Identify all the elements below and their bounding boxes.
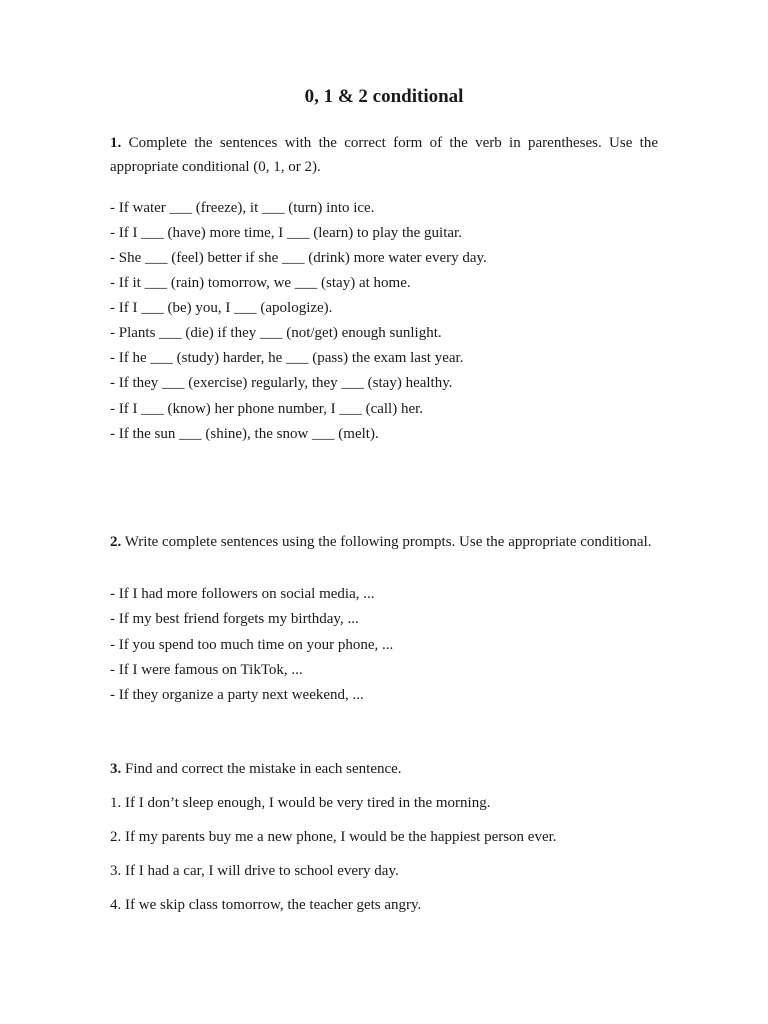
section1-item: - Plants ___ (die) if they ___ (not/get) enough sunlight. (110, 325, 442, 341)
section2-item: - If I were famous on TikTok, ... (110, 662, 303, 678)
section2-item: - If you spend too much time on your phone, ... (110, 637, 394, 653)
section2-instruction-text: Write complete sentences using the following prompts. Use the appropriate conditional. (124, 534, 652, 550)
section1-item: - If I ___ (be) you, I ___ (apologize). (110, 300, 333, 316)
section3-item: 3. If I had a car, I will drive to school every day. (110, 863, 399, 879)
section1-instruction-text: Complete the sentences with the correct form of the verb in parentheses. Use the appropriate conditional (0, 1, or 2). (110, 135, 658, 175)
section2-item: - If my best friend forgets my birthday, ... (110, 611, 359, 627)
section1-item: - If they ___ (exercise) regularly, they ___ (stay) healthy. (110, 375, 453, 391)
section1-item: - If I ___ (have) more time, I ___ (learn) to play the guitar. (110, 225, 462, 241)
section1-item: - If water ___ (freeze), it ___ (turn) into ice. (110, 200, 375, 216)
section2-instruction (110, 530, 658, 554)
section1-item: - If it ___ (rain) tomorrow, we ___ (stay) at home. (110, 275, 411, 291)
section2-item: - If they organize a party next weekend, ... (110, 687, 364, 703)
section3-instruction-text: Find and correct the mistake in each sentence. (125, 761, 402, 777)
page-title: 0, 1 & 2 conditional (304, 86, 464, 107)
section3-instruction (110, 759, 658, 779)
section1-instruction (110, 131, 658, 179)
section1-item: - If he ___ (study) harder, he ___ (pass) the exam last year. (110, 350, 464, 366)
section2-number: 2. (110, 534, 122, 550)
section3-item: 2. If my parents buy me a new phone, I would be the happiest person ever. (110, 829, 557, 845)
section3-item: 1. If I don’t sleep enough, I would be very tired in the morning. (110, 795, 491, 811)
section3-item: 4. If we skip class tomorrow, the teacher gets angry. (110, 897, 422, 913)
section3-number: 3. (110, 761, 122, 777)
section1-item: - She ___ (feel) better if she ___ (drink) more water every day. (110, 250, 487, 266)
section2-item: - If I had more followers on social media, ... (110, 586, 375, 602)
section1-item: - If I ___ (know) her phone number, I ___ (call) her. (110, 401, 424, 417)
section1-number: 1. (110, 135, 122, 151)
section1-item: - If the sun ___ (shine), the snow ___ (melt). (110, 426, 379, 442)
